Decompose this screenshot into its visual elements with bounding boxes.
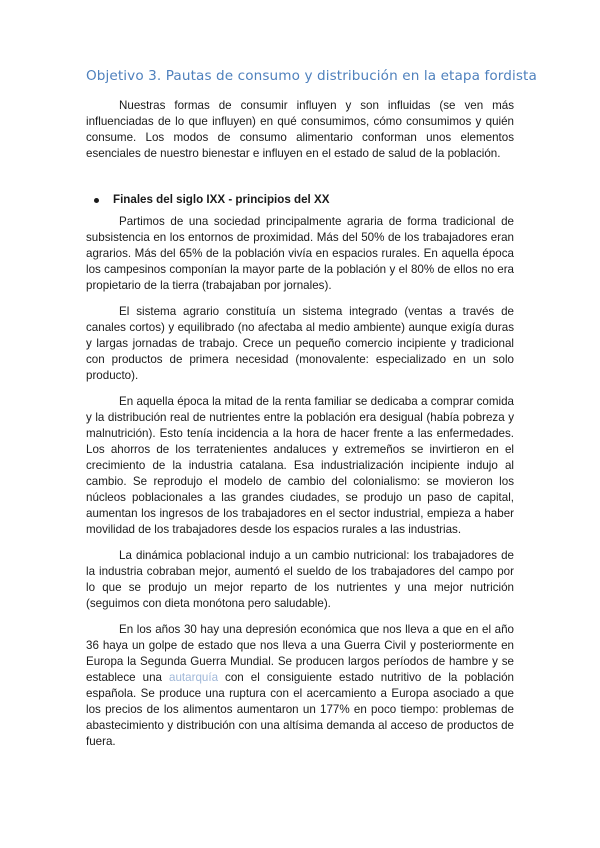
page-title: Objetivo 3. Pautas de consumo y distribución en la etapa fordista: [86, 68, 537, 84]
paragraph-3: En aquella época la mitad de la renta familiar se dedicaba a comprar comida y la distribución real de nutrientes entre la población era desigual (había pobreza y malnutrición). Esto tenía incidencia a la hora de hacer frente a las enfermedades. Los ahorros de los terratenientes andaluces y extremeños se invirtieron en el crecimiento de la industria catalana. Esa industrialización incipiente indujo al cambio. Se reprodujo el modelo de cambio del colonialismo: se movieron los núcleos poblacionales a las grandes ciudades, se produjo un paso de capital, aumentan los ingresos de los trabajadores en el sector industrial, empieza a haber movilidad de los trabajadores desde los espacios rurales a las industrias.: [86, 395, 514, 536]
section-heading: [94, 192, 514, 208]
paragraph-5: [86, 622, 514, 750]
section-heading-text: Finales del siglo IXX - principios del XX: [113, 193, 330, 206]
paragraph-5-part-b: con el consiguiente estado nutritivo de la población española. Se produce una ruptura con el acercamiento a Europa asociado a que los precios de los alimentos aumentaron un 177% en poco tiempo: problemas de abastecimiento y distribución con una altísima demanda al acceso de productos de fuera.: [86, 671, 515, 748]
intro-paragraph: Nuestras formas de consumir influyen y son influidas (se ven más influenciadas de lo que influyen) en qué consumimos, cómo consumimos y quién consume. Los modos de consumo alimentario conforman unos elementos esenciales de nuestro bienestar e influyen en el estado de salud de la población.: [86, 99, 514, 160]
autarquia-link[interactable]: autarquía: [169, 671, 219, 684]
paragraph-1: Partimos de una sociedad principalmente agraria de forma tradicional de subsistencia en los entornos de proximidad. Más del 50% de los trabajadores eran agrarios. Más del 65% de la población vivía en espacios rurales. En aquella época los campesinos componían la mayor parte de la población y el 80% de ellos no era propietario de la tierra (trabajaban por jornales).: [86, 215, 514, 292]
paragraph-2: El sistema agrario constituía un sistema integrado (ventas a través de canales cortos) y equilibrado (no afectaba al medio ambiente) aunque exigía duras y largas jornadas de trabajo. Crece un pequeño comercio incipiente y tradicional con productos de primera necesidad (monovalente: especializado en un solo producto).: [86, 305, 514, 382]
paragraph-5-part-a: En los años 30 hay una depresión económica que nos lleva a que en el año 36 haya un golpe de estado que nos lleva a una Guerra Civil y posteriormente en Europa la Segunda Guerra Mundial. Se producen largos períodos de hambre y se establece una: [86, 623, 514, 684]
bullet-icon: [94, 198, 99, 203]
paragraph-4: La dinámica poblacional indujo a un cambio nutricional: los trabajadores de la industria cobraban mejor, aumentó el sueldo de los trabajadores del campo por lo que se produjo un mejor reparto de los nutrientes y una mejor nutrición (seguimos con dieta monótona pero saludable).: [86, 549, 514, 610]
